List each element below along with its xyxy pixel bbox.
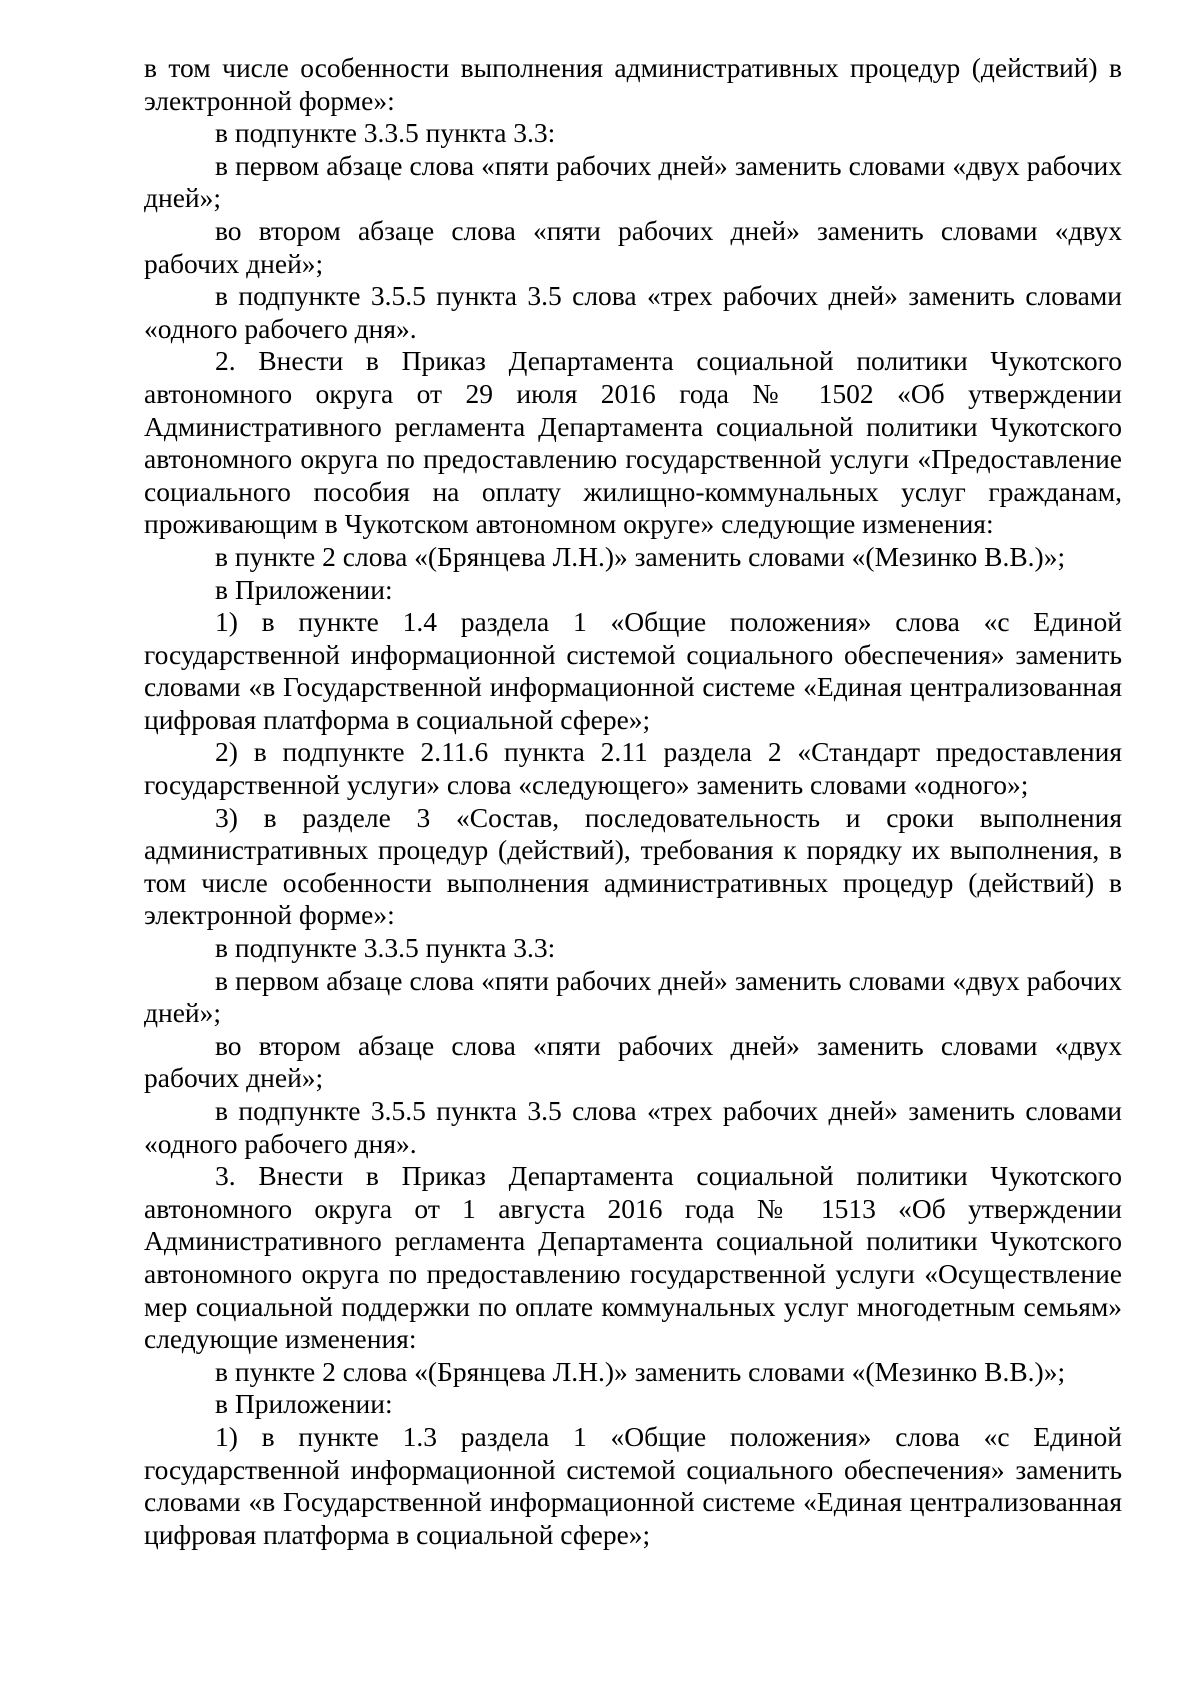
paragraph: 1) в пункте 1.3 раздела 1 «Общие положения» слова «с Единой государственной информационной системой социального обеспечения» заменить словами «в Государственной информационной системе «Единая централизованная цифровая платформа в социальной сфере»;: [144, 1420, 1122, 1550]
paragraph: в подпункте 3.3.5 пункта 3.3:: [215, 117, 556, 149]
paragraph: в первом абзаце слова «пяти рабочих дней» заменить словами «двух рабочих дней»;: [144, 149, 1122, 214]
paragraph: в пункте 2 слова «(Брянцева Л.Н.)» заменить словами «(Мезинко В.В.)»;: [215, 1355, 1066, 1387]
paragraph: в Приложении:: [215, 573, 393, 605]
paragraph: 2) в подпункте 2.11.6 пункта 2.11 раздела 2 «Стандарт предоставления государственной услуги» слова «следующего» заменить словами «одного»;: [144, 736, 1122, 801]
paragraph: в Приложении:: [215, 1388, 393, 1420]
paragraph: 2. Внести в Приказ Департамента социальной политики Чукотского автономного округа от 29 июля 2016 года № 1502 «Об утверждении Административного регламента Департамента социальной политики Чукотского автономного округа по предоставлению государственной услуги «Предоставление социального пособия на оплату жилищно-коммунальных услуг гражданам, проживающим в Чукотском автономном округе» следующие изменения:: [144, 345, 1122, 540]
paragraph: во втором абзаце слова «пяти рабочих дней» заменить словами «двух рабочих дней»;: [144, 1029, 1122, 1094]
paragraph: в подпункте 3.5.5 пункта 3.5 слова «трех рабочих дней» заменить словами «одного рабочего дня».: [144, 1095, 1122, 1159]
paragraph: 3. Внести в Приказ Департамента социальной политики Чукотского автономного округа от 1 августа 2016 года № 1513 «Об утверждении Административного регламента Департамента социальной политики Чукотского автономного округа по предоставлению государственной услуги «Осуществление мер социальной поддержки по оплате коммунальных услуг многодетным семьям» следующие изменения:: [144, 1160, 1122, 1355]
paragraph: 1) в пункте 1.4 раздела 1 «Общие положения» слова «с Единой государственной информационной системой социального обеспечения» заменить словами «в Государственной информационной системе «Единая централизованная цифровая платформа в социальной сфере»;: [144, 606, 1122, 735]
paragraph: во втором абзаце слова «пяти рабочих дней» заменить словами «двух рабочих дней»;: [144, 214, 1122, 279]
document-page: [144, 52, 1122, 1551]
paragraph: в первом абзаце слова «пяти рабочих дней» заменить словами «двух рабочих дней»;: [144, 964, 1122, 1029]
paragraph-continuation: в том числе особенности выполнения административных процедур (действий) в электронной форме»:: [144, 52, 1122, 116]
paragraph: в пункте 2 слова «(Брянцева Л.Н.)» заменить словами «(Мезинко В.В.)»;: [215, 540, 1066, 572]
paragraph: 3) в разделе 3 «Состав, последовательность и сроки выполнения административных процедур (действий), требования к порядку их выполнения, в том числе особенности выполнения административных процедур (действий) в электронной форме»:: [144, 801, 1122, 931]
paragraph: в подпункте 3.5.5 пункта 3.5 слова «трех рабочих дней» заменить словами «одного рабочего дня».: [144, 280, 1122, 344]
paragraph: в подпункте 3.3.5 пункта 3.3:: [215, 932, 556, 964]
